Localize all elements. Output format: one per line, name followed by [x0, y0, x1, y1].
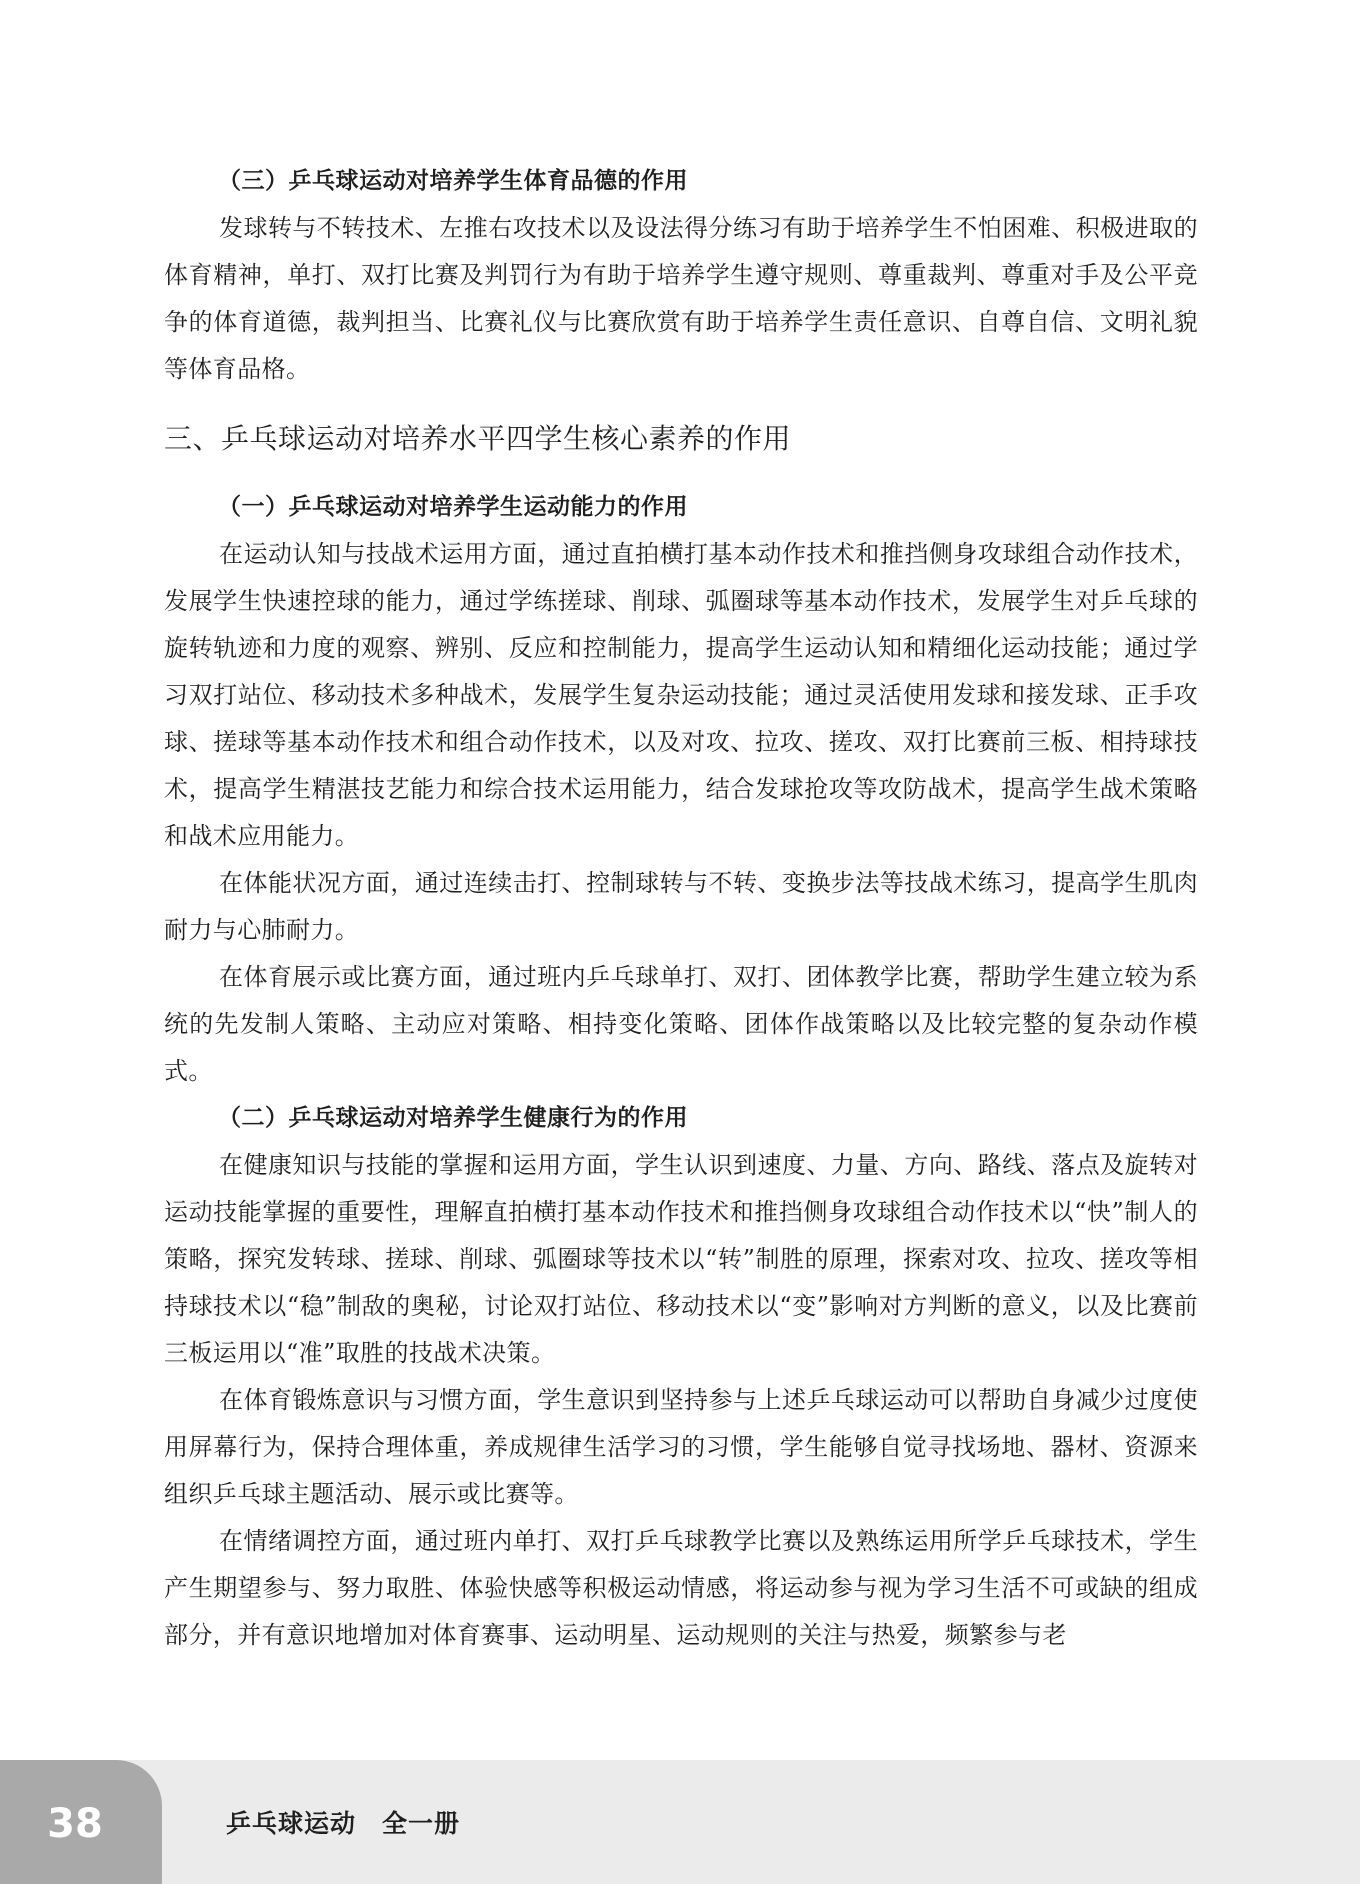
page-number: 38	[47, 1801, 103, 1847]
subsection-heading-3: （三）乒乓球运动对培养学生体育品德的作用	[218, 168, 688, 194]
subsection-heading-2: （二）乒乓球运动对培养学生健康行为的作用	[218, 1105, 688, 1131]
subsection-heading-1: （一）乒乓球运动对培养学生运动能力的作用	[218, 494, 688, 520]
paragraph: 在情绪调控方面，通过班内单打、双打乒乓球教学比赛以及熟练运用所学乒乓球技术，学生产生期望参与、努力取胜、体验快感等积极运动情感，将运动参与视为学习生活不可或缺的组成部分，并有意识地增加对体育赛事、运动明星、运动规则的关注与热爱，频繁参与老	[164, 1527, 1198, 1649]
paragraph: 在体能状况方面，通过连续击打、控制球转与不转、变换步法等技战术练习，提高学生肌肉耐力与心肺耐力。	[164, 869, 1198, 944]
paragraph: 在运动认知与技战术运用方面，通过直拍横打基本动作技术和推挡侧身攻球组合动作技术，发展学生快速控球的能力，通过学练搓球、削球、弧圈球等基本动作技术，发展学生对乒乓球的旋转轨迹和力度的观察、辨别、反应和控制能力，提高学生运动认知和精细化运动技能；通过学习双打站位、移动技术多种战术，发展学生复杂运动技能；通过灵活使用发球和接发球、正手攻球、搓球等基本动作技术和组合动作技术，以及对攻、拉攻、搓攻、双打比赛前三板、相持球技术，提高学生精湛技艺能力和综合技术运用能力，结合发球抢攻等攻防战术，提高学生战术策略和战术应用能力。	[164, 540, 1198, 850]
section-heading: 三、乒乓球运动对培养水平四学生核心素养的作用	[164, 422, 792, 455]
paragraph: 在体育锻炼意识与习惯方面，学生意识到坚持参与上述乒乓球运动可以帮助自身减少过度使用屏幕行为，保持合理体重，养成规律生活学习的习惯，学生能够自觉寻找场地、器材、资源来组织乒乓球主题活动、展示或比赛等。	[164, 1386, 1198, 1508]
paragraph: 在健康知识与技能的掌握和运用方面，学生认识到速度、力量、方向、路线、落点及旋转对运动技能掌握的重要性，理解直拍横打基本动作技术和推挡侧身攻球组合动作技术以“快”制人的策略，探究发转球、搓球、削球、弧圈球等技术以“转”制胜的原理，探索对攻、拉攻、搓攻等相持球技术以“稳”制敌的奥秘，讨论双打站位、移动技术以“变”影响对方判断的意义，以及比赛前三板运用以“准”取胜的技战术决策。	[164, 1151, 1198, 1367]
paragraph: 发球转与不转技术、左推右攻技术以及设法得分练习有助于培养学生不怕困难、积极进取的体育精神，单打、双打比赛及判罚行为有助于培养学生遵守规则、尊重裁判、尊重对手及公平竞争的体育道德，裁判担当、比赛礼仪与比赛欣赏有助于培养学生责任意识、自尊自信、文明礼貌等体育品格。	[164, 214, 1198, 383]
page-body	[164, 158, 1198, 1659]
footer-band	[0, 1760, 1360, 1884]
book-title: 乒乓球运动 全一册	[226, 1809, 461, 1838]
paragraph: 在体育展示或比赛方面，通过班内乒乓球单打、双打、团体教学比赛，帮助学生建立较为系统的先发制人策略、主动应对策略、相持变化策略、团体作战策略以及比较完整的复杂动作模式。	[164, 963, 1198, 1085]
